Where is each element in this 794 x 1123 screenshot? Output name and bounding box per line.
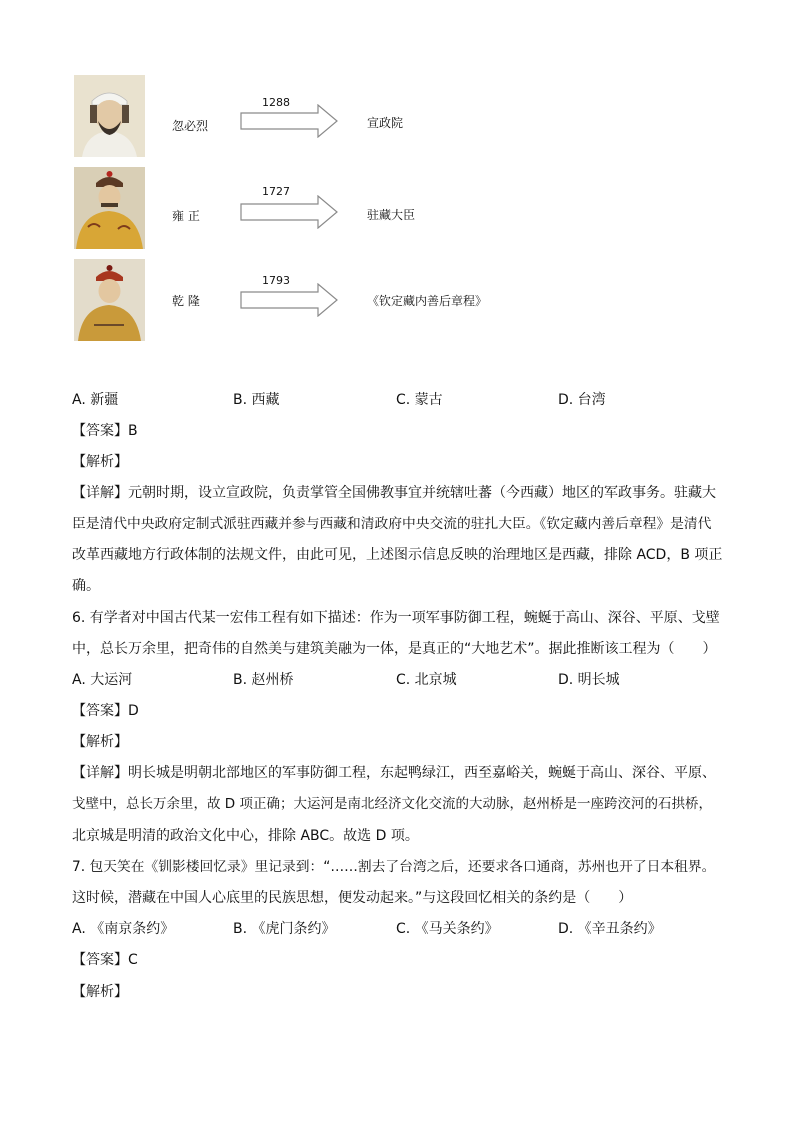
option-c: C. 《马关条约》 — [396, 921, 499, 937]
option-d: D. 台湾 — [558, 392, 606, 408]
option-b: B. 《虎门条约》 — [233, 921, 336, 937]
institution-label: 驻藏大臣 — [367, 208, 416, 222]
detail-line: 【详解】元朝时期，设立宣政院，负责掌管全国佛教事宜并统辖吐蕃（今西藏）地区的军政事务。驻藏大 — [72, 485, 716, 501]
portrait-kublai — [74, 75, 145, 157]
question-stem: 7. 包天笑在《钏影楼回忆录》里记录到：“……割去了台湾之后，还要求各口通商，苏州也开了日本租界。 — [72, 859, 716, 875]
ruler-name: 雍 正 — [172, 209, 200, 223]
answer-line: 【答案】B — [72, 423, 138, 439]
year-label: 1793 — [262, 274, 290, 287]
arrow-icon — [240, 104, 340, 138]
detail-line: 改革西藏地方行政体制的法规文件，由此可见，上述图示信息反映的治理地区是西藏，排除 ACD，B 项正 — [72, 547, 723, 563]
question-stem: 这时候，潜藏在中国人心底里的民族思想，便发动起来。”与这段回忆相关的条约是（ ） — [72, 890, 633, 906]
answer-line: 【答案】C — [72, 952, 138, 968]
analysis-heading: 【解析】 — [72, 454, 128, 470]
option-a: A. 大运河 — [72, 672, 133, 688]
year-label: 1727 — [262, 185, 290, 198]
portrait-qianlong — [74, 259, 145, 341]
option-c: C. 北京城 — [396, 672, 457, 688]
question-stem: 6. 有学者对中国古代某一宏伟工程有如下描述：作为一项军事防御工程，蜿蜒于高山、深谷、平原、戈壁 — [72, 610, 720, 626]
detail-line: 北京城是明清的政治文化中心，排除 ABC。故选 D 项。 — [72, 828, 419, 844]
ruler-name: 乾 隆 — [172, 294, 200, 308]
option-c: C. 蒙古 — [396, 392, 443, 408]
option-a: A. 《南京条约》 — [72, 921, 175, 937]
option-b: B. 西藏 — [233, 392, 280, 408]
detail-line: 【详解】明长城是明朝北部地区的军事防御工程，东起鸭绿江，西至嘉峪关，蜿蜒于高山、深谷、平原、 — [72, 765, 716, 781]
portrait-yongzheng — [74, 167, 145, 249]
option-b: B. 赵州桥 — [233, 672, 294, 688]
institution-label: 宣政院 — [367, 116, 404, 130]
year-label: 1288 — [262, 96, 290, 109]
arrow-icon — [240, 283, 340, 317]
option-a: A. 新疆 — [72, 392, 119, 408]
detail-line: 臣是清代中央政府定制式派驻西藏并参与西藏和清政府中央交流的驻扎大臣。《钦定藏内善后章程》是清代 — [72, 516, 712, 532]
ruler-name: 忽必烈 — [172, 119, 209, 133]
answer-line: 【答案】D — [72, 703, 139, 719]
option-d: D. 明长城 — [558, 672, 620, 688]
analysis-heading: 【解析】 — [72, 734, 128, 750]
option-d: D. 《辛丑条约》 — [558, 921, 662, 937]
institution-label: 《钦定藏内善后章程》 — [367, 294, 488, 308]
analysis-heading: 【解析】 — [72, 984, 128, 1000]
question-stem: 中，总长万余里，把奇伟的自然美与建筑美融为一体，是真正的“大地艺术”。据此推断该工程为（ ） — [72, 641, 717, 657]
detail-line: 戈壁中，总长万余里，故 D 项正确；大运河是南北经济文化交流的大动脉，赵州桥是一座跨洨河的石拱桥， — [72, 796, 712, 812]
arrow-icon — [240, 195, 340, 229]
detail-line: 确。 — [72, 578, 100, 594]
